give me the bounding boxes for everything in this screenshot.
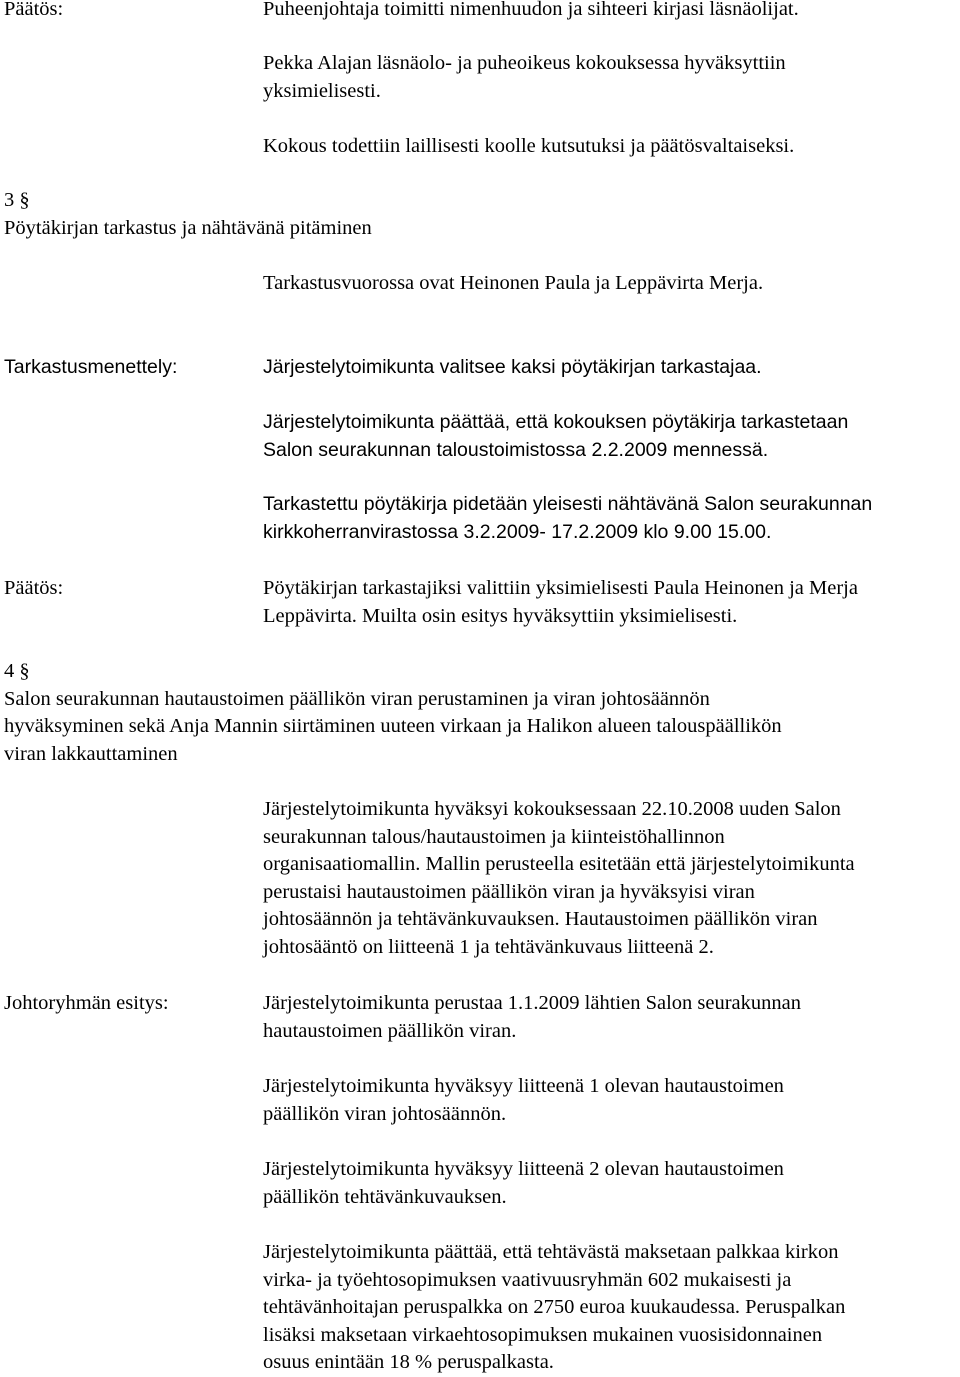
section-title-line: Salon seurakunnan hautaustoimen päällikön viran perustaminen ja viran johtosäännön xyxy=(4,687,710,710)
text-line: Salon seurakunnan taloustoimistossa 2.2.2009 mennessä. xyxy=(263,438,769,461)
section-number: 3 § xyxy=(4,189,30,211)
attendance-paragraph xyxy=(263,50,959,105)
procedure-label: Tarkastusmenettely: xyxy=(4,356,178,378)
text-line: Järjestelytoimikunta päättää, että tehtävästä maksetaan palkkaa kirkon xyxy=(263,1241,839,1263)
section-title: Pöytäkirjan tarkastus ja nähtävänä pitäminen xyxy=(4,216,372,239)
procedure-paragraph-3 xyxy=(263,491,959,546)
text-line: Järjestelytoimikunta hyväksyi kokouksessaan 22.10.2008 uuden Salon xyxy=(263,798,841,820)
text-line: päällikön tehtävänkuvauksen. xyxy=(263,1185,507,1208)
text-line: Järjestelytoimikunta hyväksyy liitteenä 1 olevan hautaustoimen xyxy=(263,1075,784,1097)
decision-paragraph xyxy=(263,575,959,630)
text-line: osuus enintään 18 % peruspalkasta. xyxy=(263,1351,554,1373)
text-line: Leppävirta. Muilta osin esitys hyväksyttiin yksimielisesti. xyxy=(263,604,738,627)
text-line: hautaustoimen päällikön viran. xyxy=(263,1019,517,1042)
section-number: 4 § xyxy=(4,660,30,682)
proposal-paragraph-2 xyxy=(263,1073,959,1128)
text-line: Pöytäkirjan tarkastajiksi valittiin yksimielisesti Paula Heinonen ja Merja xyxy=(263,577,858,599)
procedure-paragraph-1: Järjestelytoimikunta valitsee kaksi pöytäkirjan tarkastajaa. xyxy=(263,356,762,378)
text-line: lisäksi maksetaan virkaehtosopimuksen mukainen vuosisidonnainen xyxy=(263,1323,823,1346)
decision-label: Päätös: xyxy=(4,0,64,20)
section-3-heading xyxy=(4,187,954,242)
text-line: seurakunnan talous/hautaustoimen ja kiinteistöhallinnon xyxy=(263,825,725,848)
text-line: virka- ja työehtosopimuksen vaativuusryhmän 602 mukaisesti ja xyxy=(263,1268,792,1291)
text-line: organisaatiomallin. Mallin perusteella esitetään että järjestelytoimikunta xyxy=(263,853,855,875)
section-4-heading xyxy=(4,658,954,768)
section-title-line: hyväksyminen sekä Anja Mannin siirtäminen uuteen virkaan ja Halikon alueen talouspäällikön xyxy=(4,715,782,737)
text-line: Järjestelytoimikunta perustaa 1.1.2009 lähtien Salon seurakunnan xyxy=(263,992,801,1014)
text-line: Pekka Alajan läsnäolo- ja puheoikeus kokouksessa hyväksyttiin xyxy=(263,52,786,74)
text-line: perustaisi hautaustoimen päällikön viran ja hyväksyisi viran xyxy=(263,880,755,903)
decision-label: Päätös: xyxy=(4,577,64,599)
text-line: kirkkoherranvirastossa 3.2.2009- 17.2.2009 klo 9.00 15.00. xyxy=(263,520,772,543)
procedure-paragraph-2 xyxy=(263,409,959,464)
text-line: johtosäännön ja tehtävänkuvauksen. Hautaustoimen päällikön viran xyxy=(263,908,818,930)
reviewers-paragraph: Tarkastusvuorossa ovat Heinonen Paula ja Leppävirta Merja. xyxy=(263,272,764,294)
proposal-paragraph-1 xyxy=(263,990,959,1045)
text-line: tehtävänhoitajan peruspalkka on 2750 euroa kuukaudessa. Peruspalkan xyxy=(263,1296,846,1318)
quorum-paragraph: Kokous todettiin laillisesti koolle kutsutuksi ja päätösvaltaiseksi. xyxy=(263,135,795,157)
proposal-paragraph-4 xyxy=(263,1239,959,1377)
text-line: Järjestelytoimikunta päättää, että kokouksen pöytäkirja tarkastetaan xyxy=(263,411,849,433)
section-title-line: viran lakkauttaminen xyxy=(4,742,178,765)
text-line: Järjestelytoimikunta hyväksyy liitteenä 2 olevan hautaustoimen xyxy=(263,1158,784,1180)
text-line: päällikön viran johtosäännön. xyxy=(263,1102,507,1125)
background-paragraph xyxy=(263,796,959,961)
text-line: yksimielisesti. xyxy=(263,79,381,102)
text-line: Tarkastettu pöytäkirja pidetään yleisesti nähtävänä Salon seurakunnan xyxy=(263,493,873,515)
proposal-paragraph-3 xyxy=(263,1156,959,1211)
management-proposal-label: Johtoryhmän esitys: xyxy=(4,992,169,1014)
decision-paragraph: Puheenjohtaja toimitti nimenhuudon ja sihteeri kirjasi läsnäolijat. xyxy=(263,0,799,20)
text-line: johtosääntö on liitteenä 1 ja tehtävänkuvaus liitteenä 2. xyxy=(263,935,714,958)
